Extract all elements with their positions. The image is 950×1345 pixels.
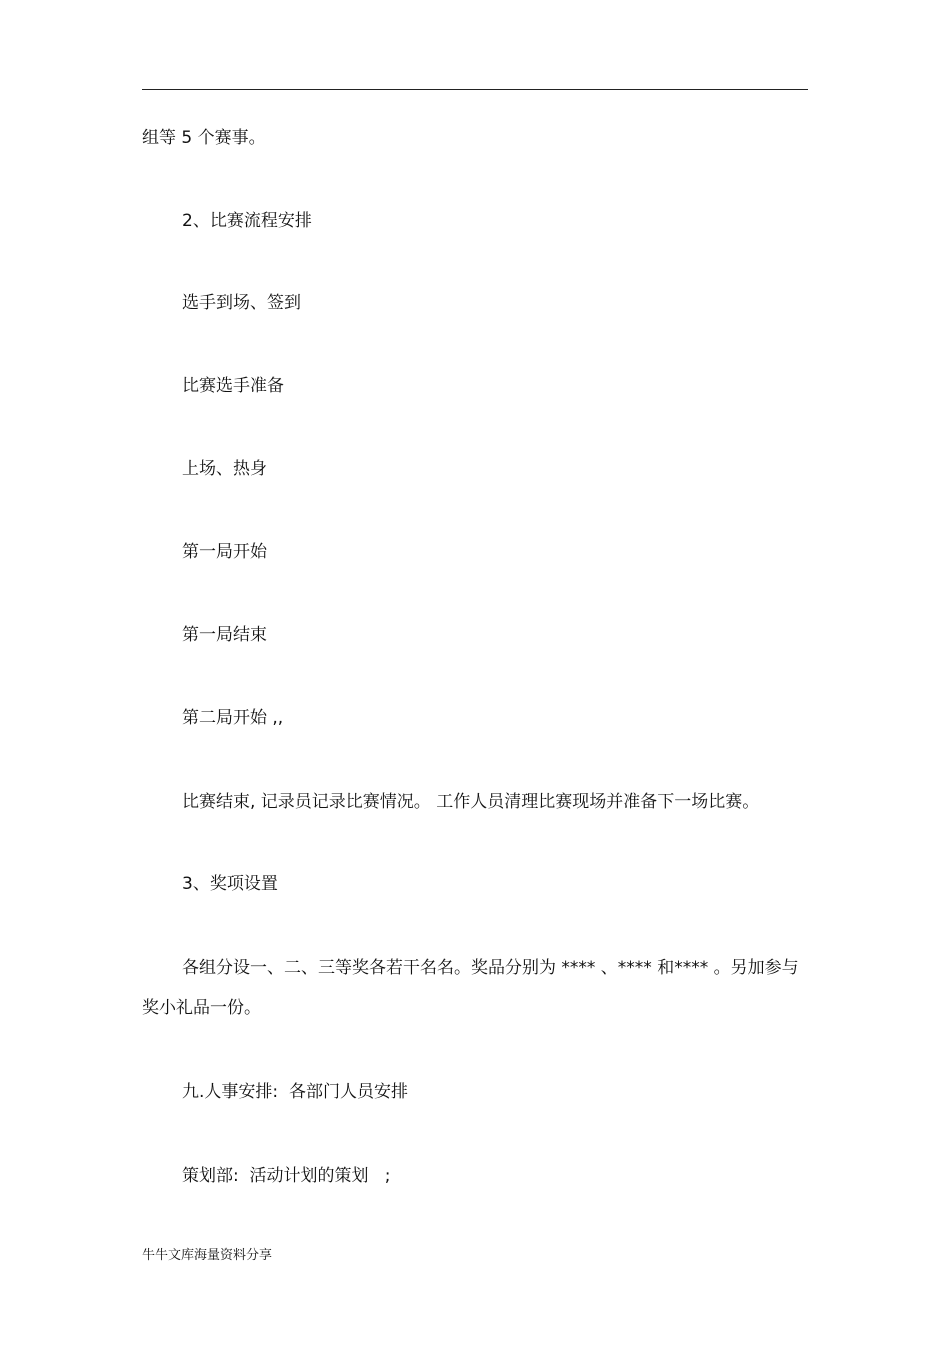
paragraph-planning-dept: 策划部: 活动计划的策划 ; <box>182 1166 391 1186</box>
flow-step-round1-end: 第一局结束 <box>182 625 267 645</box>
header-rule <box>142 89 808 90</box>
paragraph-awards-detail: 各组分设一、二、三等奖各若干名名。奖品分别为 **** 、**** 和**** 。另加参与奖小礼品一份。 <box>142 958 799 1018</box>
page-footer: 牛牛文库海量资料分享 <box>142 1248 273 1263</box>
paragraph-events-count: 组等 5 个赛事。 <box>142 128 266 148</box>
flow-step-round2-start: 第二局开始 ,, <box>182 708 284 728</box>
heading-staffing: 九.人事安排: 各部门人员安排 <box>182 1082 408 1102</box>
flow-step-warmup: 上场、热身 <box>182 459 267 479</box>
flow-step-finish: 比赛结束, 记录员记录比赛情况。 工作人员清理比赛现场并准备下一场比赛。 <box>182 792 760 812</box>
heading-competition-flow: 2、比赛流程安排 <box>182 211 312 231</box>
flow-step-checkin: 选手到场、签到 <box>182 293 301 313</box>
flow-step-prepare: 比赛选手准备 <box>182 376 284 396</box>
heading-awards: 3、奖项设置 <box>182 874 278 894</box>
flow-step-round1-start: 第一局开始 <box>182 542 267 562</box>
